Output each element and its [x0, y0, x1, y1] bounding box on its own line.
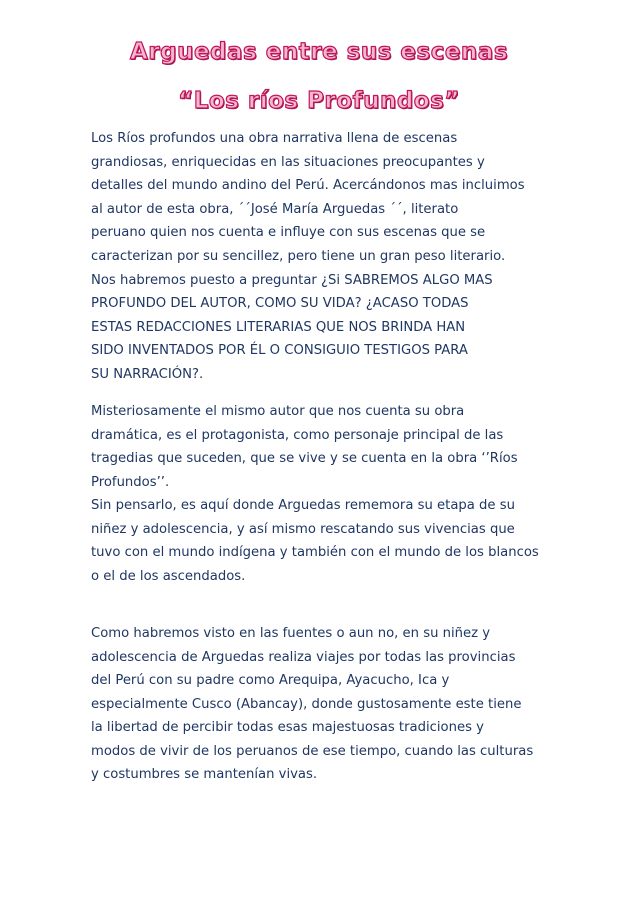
text-line: y costumbres se mantenían vivas. [91, 767, 318, 782]
text-line: adolescencia de Arguedas realiza viajes por todas las provincias [91, 649, 516, 665]
document-subtitle: “Los ríos Profundos” [178, 88, 460, 114]
text-line: Como habremos visto en las fuentes o aun no, en su niñez y [91, 626, 491, 641]
text-line: Profundos’’. [91, 474, 170, 490]
text-line: al autor de esta obra, ´´José María Arguedas ´´, literato [91, 201, 459, 217]
text-line: grandiosas, enriquecidas en las situaciones preocupantes y [91, 154, 485, 170]
text-line: del Perú con su padre como Arequipa, Ayacucho, Ica y [91, 673, 450, 688]
text-line: dramática, es el protagonista, como personaje principal de las [91, 427, 504, 443]
text-line: modos de vivir de los peruanos de ese tiempo, cuando las culturas [91, 743, 534, 759]
text-line: ESTAS REDACCIONES LITERARIAS QUE NOS BRINDA HAN [91, 319, 466, 335]
paragraph-intro [91, 127, 551, 387]
text-line: Los Ríos profundos una obra narrativa llena de escenas [91, 131, 458, 146]
text-line: Sin pensarlo, es aquí donde Arguedas rememora su etapa de su [91, 498, 515, 513]
text-line: caracterizan por su sencillez, pero tiene un gran peso literario. [91, 248, 506, 264]
paragraph-travels [91, 622, 551, 787]
text-line: tuvo con el mundo indígena y también con el mundo de los blancos [91, 545, 539, 560]
text-line: SU NARRACIÓN?. [91, 366, 204, 382]
paragraph-protagonist [91, 400, 551, 588]
text-line: SIDO INVENTADOS POR ÉL O CONSIGUIO TESTIGOS PARA [91, 343, 468, 359]
text-line: PROFUNDO DEL AUTOR, COMO SU VIDA? ¿ACASO TODAS [91, 296, 469, 312]
text-line: Misteriosamente el mismo autor que nos cuenta su obra [91, 404, 465, 419]
text-line: tragedias que suceden, que se vive y se cuenta en la obra ‘’Ríos [91, 451, 518, 466]
document-title: Arguedas entre sus escenas [129, 39, 509, 65]
text-line: peruano quien nos cuenta e influye con sus escenas que se [91, 225, 486, 241]
text-line: especialmente Cusco (Abancay), donde gustosamente este tiene [91, 696, 522, 712]
text-line: o el de los ascendados. [91, 568, 246, 584]
text-line: niñez y adolescencia, y así mismo rescatando sus vivencias que [91, 521, 515, 537]
text-line: la libertad de percibir todas esas majestuosas tradiciones y [91, 720, 484, 735]
text-line: detalles del mundo andino del Perú. Acercándonos mas incluimos [91, 178, 525, 194]
text-line: Nos habremos puesto a preguntar ¿Si SABREMOS ALGO MAS [91, 272, 493, 288]
